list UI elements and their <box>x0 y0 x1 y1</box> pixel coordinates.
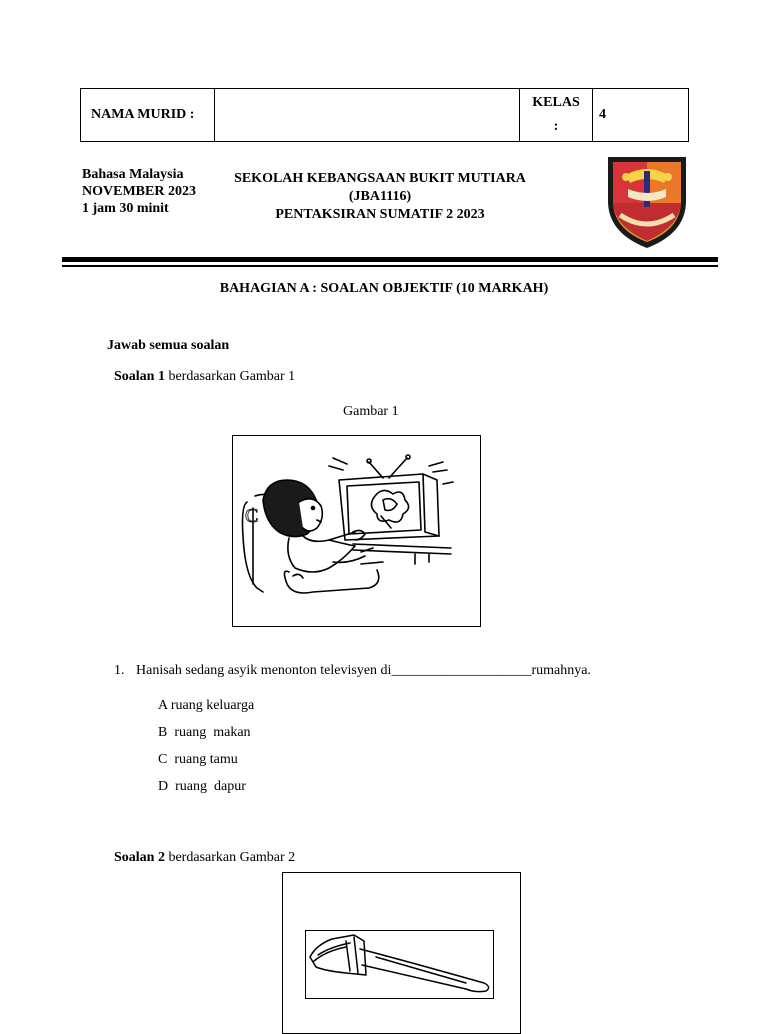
header-rule-thick <box>62 257 718 262</box>
svg-text:C: C <box>245 505 259 527</box>
q1-stem <box>136 663 591 679</box>
school-name: SEKOLAH KEBANGSAAN BUKIT MUTIARA <box>234 171 526 186</box>
figure-2-frame <box>282 872 521 1034</box>
school-header <box>220 170 540 224</box>
class-label: KELAS <box>532 95 580 110</box>
q1-intro-text: berdasarkan Gambar 1 <box>164 369 296 384</box>
exam-month: NOVEMBER 2023 <box>82 184 196 199</box>
girl-watching-tv-illustration <box>233 436 480 626</box>
q1-option-c[interactable]: C ruang tamu <box>158 752 238 767</box>
name-label: NAMA MURID : <box>81 89 215 142</box>
q1-answer-blank[interactable]: ____________________ <box>391 663 532 678</box>
class-colon: : <box>553 119 559 134</box>
figure-2-inner-frame <box>305 930 494 999</box>
subject: Bahasa Malaysia <box>82 167 184 182</box>
figure-1-caption: Gambar 1 <box>343 404 399 419</box>
school-code: (JBA1116) <box>348 189 412 204</box>
exam-duration: 1 jam 30 minit <box>82 201 169 216</box>
name-field[interactable] <box>215 89 520 142</box>
header-rule-thin <box>62 265 718 267</box>
exam-info <box>82 166 196 217</box>
student-info-table <box>80 88 689 142</box>
exam-title: PENTAKSIRAN SUMATIF 2 2023 <box>275 207 485 222</box>
q2-intro-text: berdasarkan Gambar 2 <box>164 850 296 865</box>
q2-intro-label: Soalan 2 <box>114 850 165 865</box>
q1-stem-after: rumahnya. <box>531 663 591 678</box>
class-field[interactable]: 4 <box>593 89 689 142</box>
school-crest-logo <box>604 153 690 251</box>
q1-intro-label: Soalan 1 <box>114 369 165 384</box>
axe-illustration <box>306 931 493 998</box>
q1-option-b[interactable]: B ruang makan <box>158 725 251 740</box>
instruction: Jawab semua soalan <box>107 338 230 353</box>
q1-stem-before: Hanisah sedang asyik menonton televisyen di <box>136 663 392 678</box>
q1-option-d[interactable]: D ruang dapur <box>158 779 246 794</box>
q1-option-a[interactable]: A ruang keluarga <box>158 698 255 713</box>
q2-intro <box>114 850 295 866</box>
q1-intro <box>114 369 295 385</box>
section-title: BAHAGIAN A : SOALAN OBJEKTIF (10 MARKAH) <box>219 281 549 296</box>
class-label-cell <box>520 89 593 142</box>
q1-number: 1. <box>114 663 125 678</box>
figure-1-frame <box>232 435 481 627</box>
